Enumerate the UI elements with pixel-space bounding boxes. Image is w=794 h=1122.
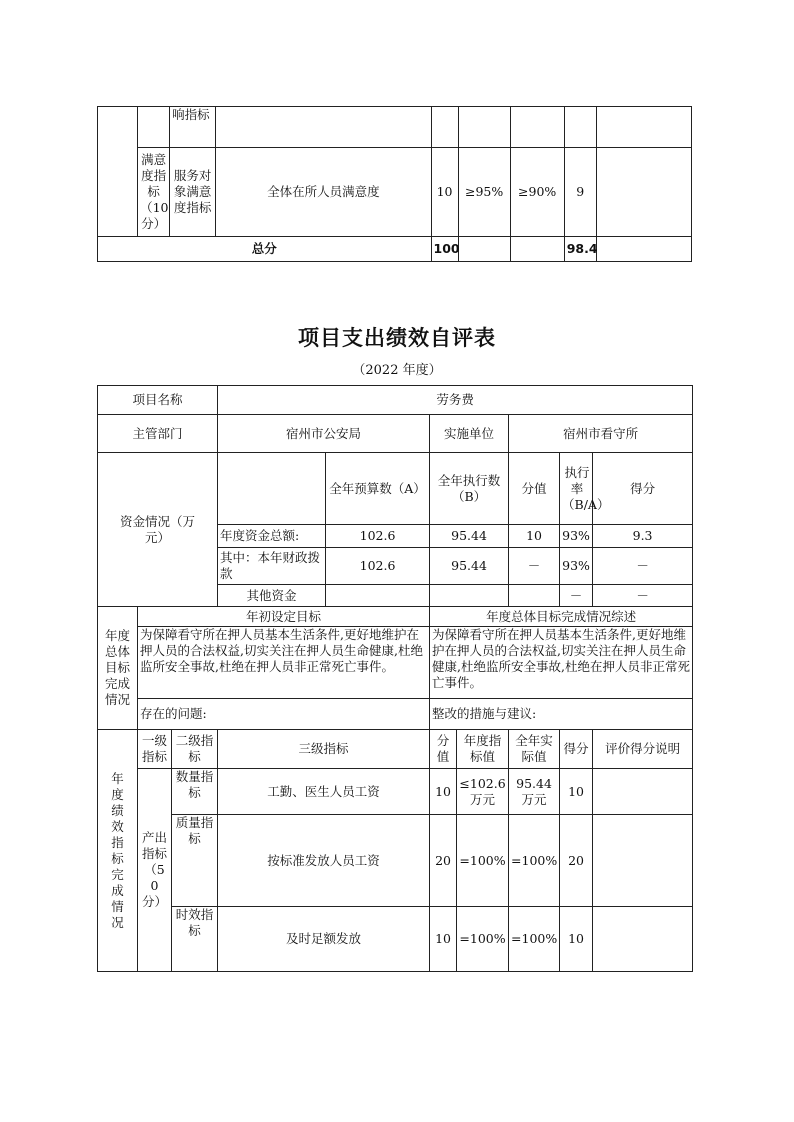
goals-initial-label: 年初设定目标 (138, 607, 430, 627)
funds-row-exec (430, 585, 509, 607)
level3-cell: 响指标 (170, 107, 216, 148)
goals-initial-text: 为保障看守所在押人员基本生活条件,更好地维护在押人员的合法权益,切实关注在押人员生命健康,杜绝监所安全事故,杜绝在押人员非正常死亡事件。 (138, 627, 430, 699)
perf-row-got: 10 (560, 769, 593, 815)
measures-label: 整改的措施与建议: (430, 699, 693, 730)
project-name-label: 项目名称 (98, 386, 218, 415)
funds-row-name: 年度资金总额: (218, 525, 326, 548)
perf-header-target: 年度指标值 (457, 730, 509, 769)
funds-row-score (509, 585, 560, 607)
perf-row-got: 20 (560, 815, 593, 907)
perf-header-level1: 一级指标 (138, 730, 172, 769)
score-cell: 10 (431, 148, 458, 237)
funds-row-score: － (509, 548, 560, 585)
perf-row-score: 20 (430, 815, 457, 907)
goals-summary-label: 年度总体目标完成情况综述 (430, 607, 693, 627)
funds-header-got: 得分 (593, 453, 693, 525)
top-indicator-table (97, 106, 692, 262)
perf-row-level3: 工勤、医生人员工资 (218, 769, 430, 815)
dept-label: 主管部门 (98, 415, 218, 453)
funds-row-rate: － (560, 585, 593, 607)
perf-header-level2: 二级指标 (172, 730, 218, 769)
perf-row-actual: =100% (509, 907, 560, 972)
level3-cell: 服务对象满意度指标 (170, 148, 216, 237)
funds-header-rate: 执行率（B/A） (560, 453, 593, 525)
goals-summary-text: 为保障看守所在押人员基本生活条件,更好地维护在押人员的合法权益,切实关注在押人员生命健康,杜绝监所安全事故,杜绝在押人员非正常死亡事件。 (430, 627, 693, 699)
dept-value: 宿州市公安局 (218, 415, 430, 453)
perf-header-level3: 三级指标 (218, 730, 430, 769)
goals-label: 年度总体目标完成情况 (98, 607, 138, 730)
funds-row-budget: 102.6 (326, 548, 430, 585)
target-cell: ≥95% (458, 148, 510, 237)
funds-row-got: － (593, 548, 693, 585)
unit-label: 实施单位 (430, 415, 509, 453)
funds-row-exec: 95.44 (430, 548, 509, 585)
perf-label: 年度绩效指标完成情况 (98, 730, 138, 972)
actual-cell: ≥90% (510, 148, 564, 237)
empty-cell (138, 107, 170, 148)
perf-level1: 产出指标（50分） (138, 769, 172, 972)
perf-row-score: 10 (430, 907, 457, 972)
funds-row-got: 9.3 (593, 525, 693, 548)
perf-row-target: =100% (457, 907, 509, 972)
funds-row-budget (326, 585, 430, 607)
funds-label: 资金情况（万元） (98, 453, 218, 607)
perf-row-level3: 按标准发放人员工资 (218, 815, 430, 907)
empty-cell (98, 107, 138, 237)
funds-row-name: 其中：本年财政拨款 (218, 548, 326, 585)
project-name: 劳务费 (218, 386, 693, 415)
funds-row-rate: 93% (560, 525, 593, 548)
perf-header-note: 评价得分说明 (593, 730, 693, 769)
evaluation-table (97, 385, 693, 972)
perf-header-got: 得分 (560, 730, 593, 769)
funds-row-got: － (593, 585, 693, 607)
funds-header-budget: 全年预算数（A） (326, 453, 430, 525)
perf-row-level2: 数量指标 (172, 769, 218, 815)
got-cell: 9 (564, 148, 596, 237)
funds-row-exec: 95.44 (430, 525, 509, 548)
perf-row-actual: 95.44 万元 (509, 769, 560, 815)
funds-header-exec: 全年执行数（B） (430, 453, 509, 525)
funds-row-budget: 102.6 (326, 525, 430, 548)
problems-label: 存在的问题: (138, 699, 430, 730)
page-subtitle: （2022 年度） (352, 363, 442, 378)
funds-row-rate: 93% (560, 548, 593, 585)
page-title: 项目支出绩效自评表 (298, 326, 496, 350)
perf-row-actual: =100% (509, 815, 560, 907)
perf-row-got: 10 (560, 907, 593, 972)
funds-header-score: 分值 (509, 453, 560, 525)
unit-value: 宿州市看守所 (509, 415, 693, 453)
perf-row-level2: 质量指标 (172, 815, 218, 907)
total-label: 总分 (98, 237, 432, 262)
level2-cell: 满意度指标（10分） (138, 148, 170, 237)
funds-row-score: 10 (509, 525, 560, 548)
perf-row-level3: 及时足额发放 (218, 907, 430, 972)
total-got: 98.4 (564, 237, 596, 262)
total-score: 100 (431, 237, 458, 262)
perf-header-score: 分值 (430, 730, 457, 769)
perf-row-target: =100% (457, 815, 509, 907)
perf-row-score: 10 (430, 769, 457, 815)
perf-row-level2: 时效指标 (172, 907, 218, 972)
perf-header-actual: 全年实际值 (509, 730, 560, 769)
perf-row-target: ≤102.6万元 (457, 769, 509, 815)
indicator-cell: 全体在所人员满意度 (216, 148, 431, 237)
funds-row-name: 其他资金 (218, 585, 326, 607)
